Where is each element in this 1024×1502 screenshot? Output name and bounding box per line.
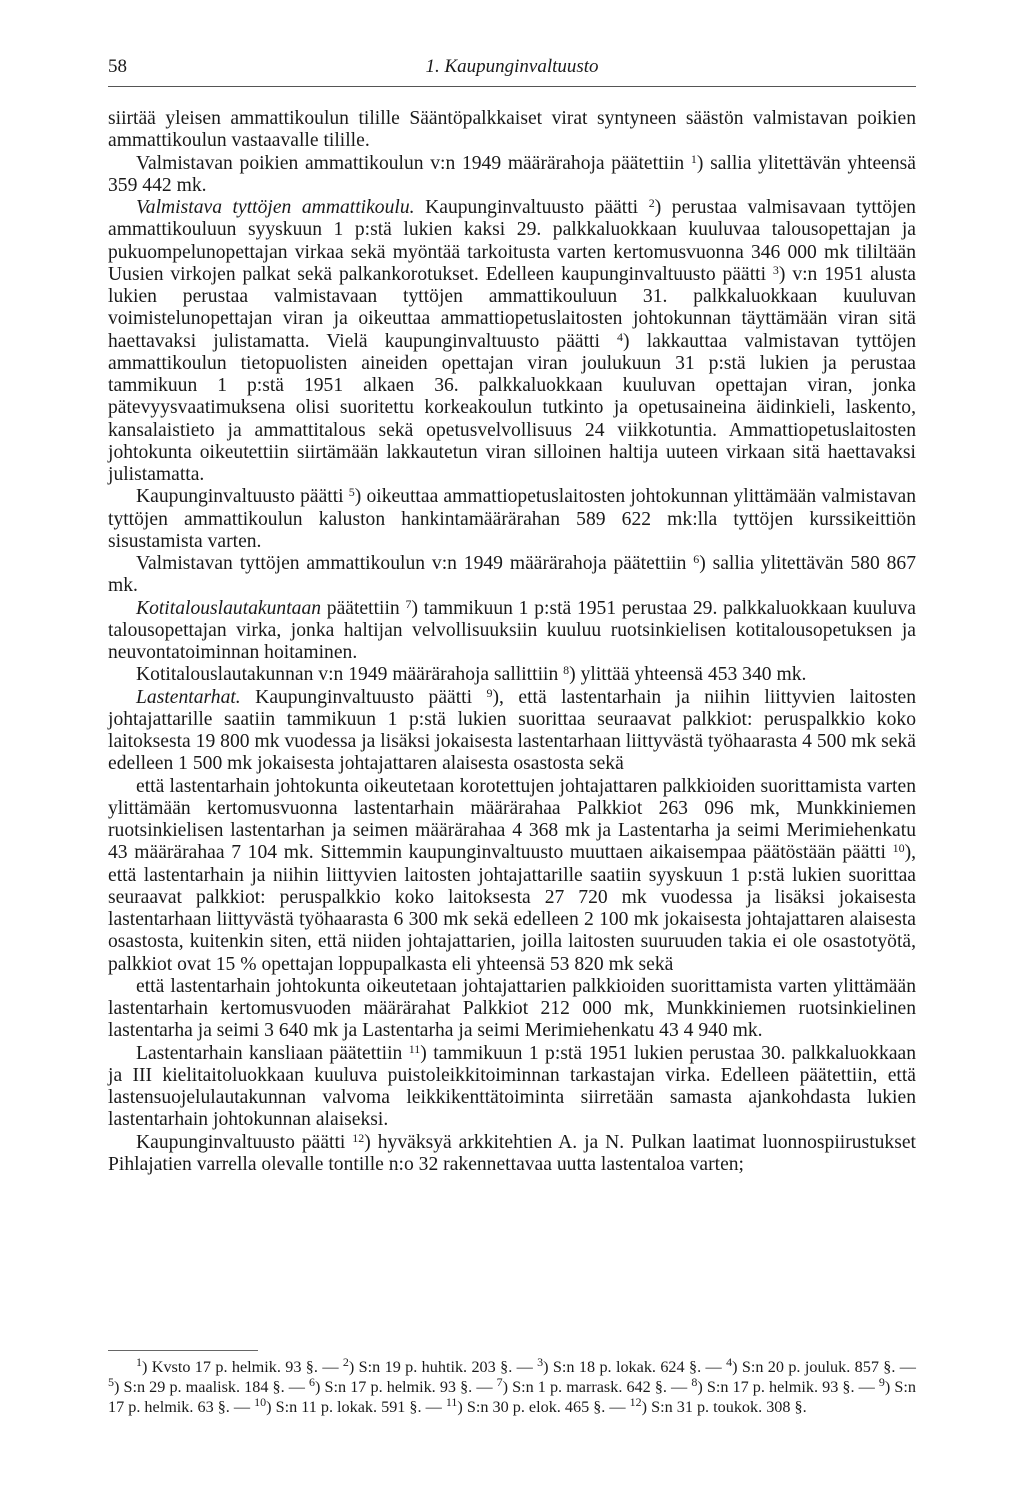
paragraph: [108, 553, 916, 598]
section-heading: Kotitalouslautakuntaan: [136, 597, 322, 619]
paragraph: [108, 776, 916, 976]
footnote-marker: 12: [352, 1130, 365, 1145]
text-run: ), että lastentarhain ja niihin liittyvien laitosten johtajattarille saatiin tammikuun 1 p:stä lukien suorittaa seuraavat palkkiot: peruspalkkio koko laitoksesta 19 800 mk vuodessa ja lisäksi jokaisesta lastentarhaan liittyvästä työhaarasta 4 500 mk sekä edelleen 1 500 mk jokaisesta johtajattaren alaisesta osastosta sekä: [108, 686, 916, 775]
text-run: ) sallia ylitettävän yhteensä 359 442 mk.: [108, 152, 916, 196]
paragraph: [108, 976, 916, 1043]
footnote-rule: [108, 1350, 258, 1351]
footnote-paragraph: [108, 1357, 916, 1417]
text-run: ) ylittää yhteensä 453 340 mk.: [569, 664, 807, 686]
text-run: ) S:n 1 p. marrask. 642 §. —: [502, 1378, 692, 1396]
paragraph: [108, 687, 916, 776]
text-run: ) hyväksyä arkkitehtien A. ja N. Pulkan laatimat luonnospiirustukset Pihlajatien varrella olevalle tontille n:o 32 rakennettavaa uutta lastentaloa varten;: [108, 1131, 916, 1175]
section-heading: Lastentarhat.: [136, 686, 241, 708]
text-run: ) S:n 29 p. maalisk. 184 §. —: [114, 1378, 310, 1396]
footnote-marker: 8: [691, 1375, 698, 1389]
text-run: ) S:n 20 p. jouluk. 857 §. —: [732, 1358, 916, 1376]
footnote-marker: 10: [254, 1395, 267, 1409]
footnote-marker: 6: [309, 1375, 316, 1389]
footnote-marker: 1: [690, 151, 697, 166]
footnote-marker: 7: [405, 596, 412, 611]
text-run: siirtää yleisen ammattikoulun tilille Sääntöpalkkaiset virat syntyneen säästön valmistavan poikien ammattikoulun vastaavalle tilille.: [108, 108, 916, 152]
text-run: Valmistavan poikien ammattikoulun v:n 1949 määrärahoja päätettiin: [136, 152, 691, 174]
footnote-marker: 2: [648, 196, 655, 210]
text-run: Kotitalouslautakunnan v:n 1949 määrärahoja sallittiin: [136, 664, 564, 686]
text-run: ) sallia ylitettävän 580 867 mk.: [108, 553, 916, 597]
footnote-marker: 1: [136, 1355, 142, 1369]
text-run: ) tammikuun 1 p:stä 1951 perustaa 29. palkkaluokkaan kuuluva talousopettajan virka, jonka haltijan velvollisuuksiin kuuluu ruotsinkielisen kotitalousopetuksen ja neuvontatoiminnan hoitaminen.: [108, 597, 916, 663]
footnote-marker: 9: [878, 1375, 885, 1389]
footnote-marker: 4: [617, 329, 624, 344]
footnote-marker: 12: [629, 1395, 642, 1409]
body-text: [108, 108, 916, 1176]
text-run: ) lakkauttaa valmistavan tyttöjen ammattikoulun tietopuolisten aineiden opettajan viran joulukuun 31 p:stä lukien ja perustaa tammikuun 1 p:stä 1951 alkaen 36. palkkaluokkaan kuuluvan opettajan viran, jonka pätevyysvaatimuksena olisi suoritettu korkeakoulun tutkinto ja opetusaineina äidinkieli, laskento, kansalaistieto ja ammattitalous sekä opetusvelvollisuus 24 viikkotuntia. Ammattiopetuslaitosten johtokunta oikeutettiin siirtämään lakkautetun viran silloinen haltija uuteen virkaan sitä haettavaksi julistamatta.: [108, 330, 916, 485]
footnote-marker: 6: [693, 552, 700, 566]
footnote-marker: 3: [772, 262, 779, 277]
text-run: Valmistavan tyttöjen ammattikoulun v:n 1949 määrärahoja päätettiin: [136, 553, 694, 574]
text-run: Kaupunginvaltuusto päätti: [414, 197, 649, 218]
text-run: ) S:n 17 p. helmik. 93 §. —: [315, 1378, 497, 1396]
running-head: [108, 56, 916, 87]
section-heading: Valmistava tyttöjen ammattikoulu.: [136, 197, 415, 218]
footnote-marker: 4: [726, 1355, 733, 1369]
paragraph: [108, 1132, 916, 1177]
paragraph: [108, 1043, 916, 1132]
footnote-marker: 9: [486, 685, 493, 700]
paragraph: [108, 108, 916, 153]
paragraph: [108, 153, 916, 198]
text-run: ) Kvsto 17 p. helmik. 93 §. —: [142, 1358, 343, 1376]
text-run: ), että lastentarhain ja niihin liittyvien laitosten johtajattarille saatiin syyskuun 1 p:stä lukien suorittaa seuraavat palkkiot: peruspalkkio koko laitoksesta 27 720 mk vuodessa ja lisäksi jokaisesta lastentarhaan liittyvästä työhaarasta 6 300 mk sekä edelleen 2 100 mk jokaisesta johtajattaren alaisesta osastosta, kuitenkin siten, että niiden johtajattarien, joilla laitosten suuruuden takia ei ole osastotyötä, palkkiot ovat 15 % opettajan loppupalkasta eli yhteensä 53 820 mk sekä: [108, 842, 916, 975]
footnote-marker: 3: [537, 1355, 544, 1369]
paragraph: [108, 664, 916, 686]
text-run: ) v:n 1951 alusta lukien perustaa valmistavaan tyttöjen ammattikouluun 31. palkkaluokkaan kuuluvan voimistelunopettajan viran ja oikeuttaa ammattiopetuslaitosten johtokunnan täyttämään viran sitä haettavaksi julistamatta. Vielä kaupunginvaltuusto päätti: [108, 263, 916, 352]
text-run: ) oikeuttaa ammattiopetuslaitosten johtokunnan ylittämään valmistavan tyttöjen ammattikoulun kaluston hankintamäärärahan 589 622 mk:lla tyttöjen kurssikeittiön sisustamista varten.: [108, 486, 916, 552]
footnotes: [108, 1357, 916, 1417]
text-run: että lastentarhain johtokunta oikeutetaan johtajattarien palkkioiden suorittamista varten ylittämään lastentarhain kertomusvuoden määrärahat Palkkiot 212 000 mk, Munkkiniemen ruotsinkielinen lastentarha ja seimi 3 640 mk ja Lastentarha ja seimi Merimiehenkatu 43 4 940 mk.: [108, 975, 916, 1042]
paragraph: [108, 598, 916, 665]
text-run: ) tammikuun 1 p:stä 1951 lukien perustaa 30. palkkaluokkaan ja III kielitaitoluokkaan kuuluva puistoleikkitoiminnan tarkastajan virka. Edelleen päätettiin, että lastensuojelulautakunnan valvoma leikkikenttätoiminta siirretään samasta ajankohdasta lukien lastentarhain johtokunnan alaiseksi.: [108, 1042, 917, 1131]
text-run: ) perustaa valmisavaan tyttöjen ammattikouluun syyskuun 1 p:stä lukien kaksi 29. palkkaluokkaan kuuluvaa talousopettajan ja pukuompelunopettajan virkaa sekä myöntää tarkoitusta varten kertomusvuonna 346 000 mk tililtään Uusien virkojen palkat sekä palkankorotukset. Edelleen kaupunginvaltuusto päätti: [108, 197, 916, 285]
footnote-marker: 11: [445, 1395, 458, 1409]
footnote-marker: 2: [342, 1355, 349, 1369]
text-run: ) S:n 19 p. huhtik. 203 §. —: [348, 1358, 538, 1376]
footnote-marker: 10: [892, 841, 905, 856]
footnote-marker: 7: [496, 1375, 503, 1389]
text-run: ) S:n 30 p. elok. 465 §. —: [457, 1398, 630, 1416]
running-title: 1. Kaupunginvaltuusto: [425, 56, 599, 77]
page-number: 58: [108, 56, 127, 77]
paragraph: [108, 486, 916, 553]
footnote-marker: 5: [348, 485, 355, 500]
text-run: ) S:n 18 p. lokak. 624 §. —: [543, 1358, 727, 1376]
footnote-marker: 11: [408, 1041, 421, 1056]
footnote-marker: 8: [563, 663, 570, 678]
text-run: että lastentarhain johtokunta oikeutetaan korotettujen johtajattaren palkkioiden suorittamista varten ylittämään kertomusvuonna lastentarhain määrärahaa Palkkiot 263 096 mk, Munkkiniemen ruotsinkielisen lastentarhan ja seimen määrärahaa 4 368 mk ja Lastentarha ja seimi Merimiehenkatu 43 määrärahaa 7 104 mk. Sittemmin kaupunginvaltuusto muuttaen aikaisempaa päätöstään päätti: [108, 775, 916, 864]
text-run: ) S:n 31 p. toukok. 308 §.: [641, 1398, 807, 1416]
text-run: Kaupunginvaltuusto päätti: [136, 486, 349, 508]
paragraph: [108, 197, 916, 486]
text-run: ) S:n 17 p. helmik. 63 §. —: [108, 1378, 916, 1416]
text-run: ) S:n 11 p. lokak. 591 §. —: [266, 1398, 446, 1416]
text-run: Lastentarhain kansliaan päätettiin: [136, 1042, 409, 1064]
text-run: Kaupunginvaltuusto päätti: [240, 686, 487, 708]
text-run: päätettiin: [321, 597, 406, 619]
text-run: ) S:n 17 p. helmik. 93 §. —: [697, 1378, 879, 1396]
footnote-marker: 5: [108, 1375, 114, 1389]
text-run: Kaupunginvaltuusto päätti: [136, 1131, 353, 1153]
